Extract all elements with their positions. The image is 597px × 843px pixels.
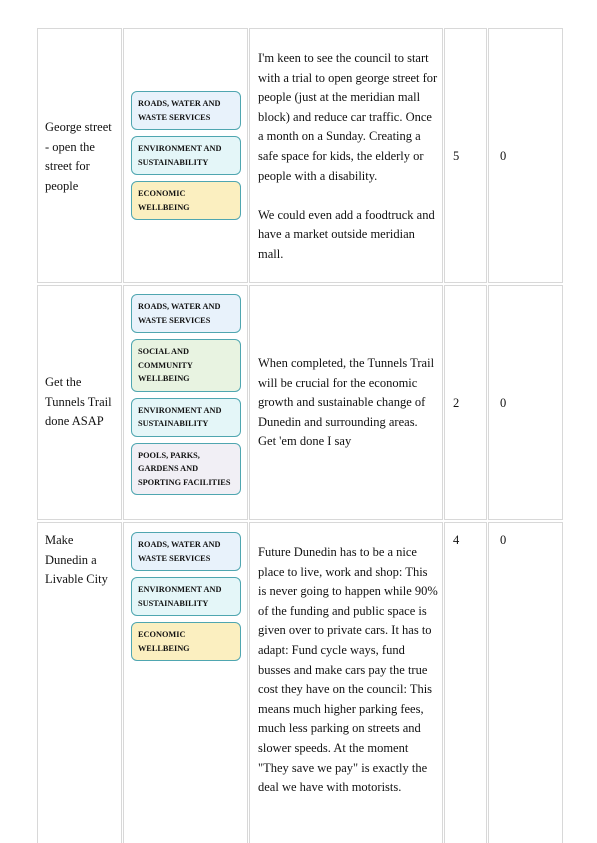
table-row xyxy=(37,522,563,843)
tag-list xyxy=(131,532,241,667)
tag-environment-sustainability: ENVIRONMENT AND SUSTAINABILITY xyxy=(131,398,241,437)
submission-comment xyxy=(258,49,438,265)
comment-cell xyxy=(249,522,443,843)
submission-title: George street - open the street for people xyxy=(45,120,112,193)
tag-list xyxy=(131,91,241,226)
comment-cell xyxy=(249,285,443,520)
submission-title: Get the Tunnels Trail done ASAP xyxy=(45,375,112,429)
like-count: 0 xyxy=(500,533,507,547)
tag-social-community-wellbeing: SOCIAL AND COMMUNITY WELLBEING xyxy=(131,339,241,392)
like-count: 0 xyxy=(500,396,507,410)
votes-cell xyxy=(444,522,487,843)
title-cell xyxy=(37,522,122,843)
title-cell xyxy=(37,28,122,283)
comment-paragraph: We could even add a foodtruck and have a market outside meridian mall. xyxy=(258,207,435,261)
tag-roads-water-waste: ROADS, WATER AND WASTE SERVICES xyxy=(131,294,241,333)
comment-paragraph: I'm keen to see the council to start with a trial to open george street for people (just at the meridian mall block) and reduce car traffic. Once a month on a Sunday. Creating a safe space for kids, the elderly or people with a disability. xyxy=(258,51,438,183)
votes-cell xyxy=(444,285,487,520)
submission-comment xyxy=(258,543,438,798)
submission-title: Make Dunedin a Livable City xyxy=(45,533,108,587)
table-row xyxy=(37,28,563,283)
submission-comment xyxy=(258,354,438,452)
votes-cell xyxy=(444,28,487,283)
tag-roads-water-waste: ROADS, WATER AND WASTE SERVICES xyxy=(131,91,241,130)
comment-paragraph: Future Dunedin has to be a nice place to live, work and shop: This is never going to happen while 90% of the funding and public space is given over to private cars. It has to adapt: Fund cycle ways, fund busses and make cars pay the true cost they have on the council: This means much higher parking fees, much less parking on streets and slower speeds. At the moment "They save we pay" is exactly the deal we have with motorists. xyxy=(258,545,438,795)
tag-environment-sustainability: ENVIRONMENT AND SUSTAINABILITY xyxy=(131,136,241,175)
vote-count: 5 xyxy=(453,149,460,163)
tag-roads-water-waste: ROADS, WATER AND WASTE SERVICES xyxy=(131,532,241,571)
tags-cell xyxy=(123,28,248,283)
table-row xyxy=(37,285,563,520)
tags-cell xyxy=(123,522,248,843)
title-cell xyxy=(37,285,122,520)
vote-count: 4 xyxy=(453,533,460,547)
like-count: 0 xyxy=(500,149,507,163)
likes-cell xyxy=(488,522,563,843)
tag-pools-parks-gardens: POOLS, PARKS, GARDENS AND SPORTING FACILITIES xyxy=(131,443,241,496)
vote-count: 2 xyxy=(453,396,460,410)
tag-economic-wellbeing: ECONOMIC WELLBEING xyxy=(131,181,241,220)
likes-cell xyxy=(488,285,563,520)
comment-cell xyxy=(249,28,443,283)
tag-economic-wellbeing: ECONOMIC WELLBEING xyxy=(131,622,241,661)
comment-paragraph: When completed, the Tunnels Trail will be crucial for the economic growth and sustainable change of Dunedin and surrounding areas. Get 'em done I say xyxy=(258,356,435,449)
likes-cell xyxy=(488,28,563,283)
tag-list xyxy=(131,294,241,501)
tag-environment-sustainability: ENVIRONMENT AND SUSTAINABILITY xyxy=(131,577,241,616)
tags-cell xyxy=(123,285,248,520)
